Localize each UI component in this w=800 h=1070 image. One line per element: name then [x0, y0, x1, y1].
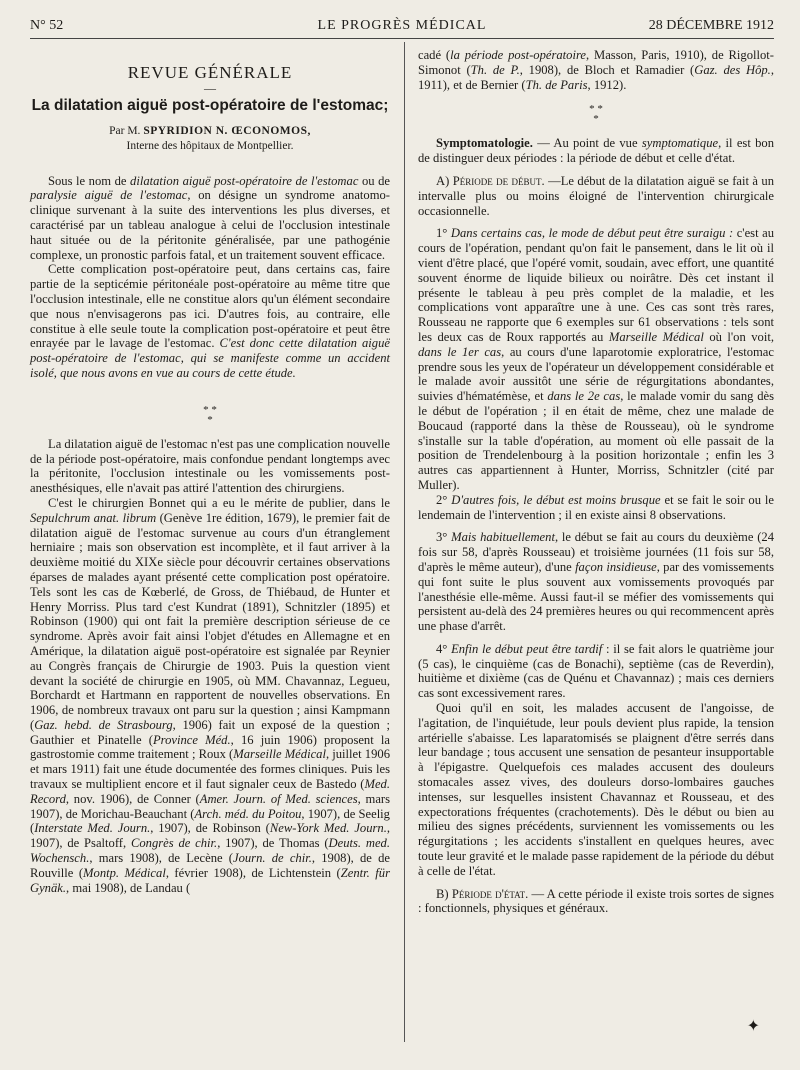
section-dash: —: [204, 80, 216, 95]
history-paragraph: C'est le chirurgien Bonnet qui a eu le mérite de publier, dans le Sepulchrum anat. librum (Genève 1re édition, 1679), le premier fait de dilatation aiguë de l'estomac survenue au cours d'un étranglement herniaire ; mais son observation est incomplète, et il faut arriver à la deuxième moitié du XIXe siècle pour découvrir certaines observations éparses de malades ayant présenté cette complication post opératoire. Tels sont les cas de Kœberlé, de Gross, de Thiébaud, de Hunter et Henry Morriss. Plus tard c'est Kundrat (1891), Schnitzler (1895) et Robinson (1900) qui ont fait la première description sérieuse de ce syndrome. Après avoir fait ainsi l'objet d'études en Allemagne et en Amérique, la dilatation aiguë post-opératoire est signalée par Reynier au Congrès français de Chirurgie de 1903. Puis la question vient devant la société de chirurgie en 1905, où MM. Chavannaz, Legueu, Borchardt et Hartmann en rapportent de nouvelles observations. En 1906, de nombreux travaux ont paru sur la question ; ainsi Kampmann (Gaz. hebd. de Strasbourg, 1906) fait un exposé de la question ; Gauthier et Pinatelle (Province Méd., 16 juin 1906) proposent la gastrostomie comme traitement ; Roux (Marseille Médical, juillet 1906 et mars 1911) fait une étude documentée des formes cliniques. Puis les travaux se multiplient encore et il faut signaler ceux de Bastedo (Med. Record, nov. 1906), de Conner (Amer. Journ. of Med. sciences, mars 1907), de Morichau-Beauchant (Arch. méd. du Poitou, 1907), de Seelig (Interstate Med. Journ., 1907), de Robinson (New-York Med. Journ., 1907), de Psaltoff, Congrès de chir., 1907), de Thomas (Deuts. med. Wochensch., mars 1908), de Lecène (Journ. de chir., 1908), de de Rouville (Montp. Médical, février 1908), de Lichtenstein (Zentr. für Gynäk., mai 1908), de Landau (: [30, 495, 391, 895]
onset-habitual-paragraph: 3° Mais habituellement, le début se fait au cours du deuxième (24 fois sur 58, d'après Rousseau) et troisième journées (11 fois sur 58, d'après le même auteur), d'une façon insidieuse, par des vomissements qui font suite le plus souvent aux vomissements provoqués par l'anesthésie elle-même. Aussi faut-il se méfier des vomissements qui persistent au-delà des 24 premières heures ou qui recommencent après une phase d'arrêt.: [418, 530, 775, 634]
symptomatology-heading: Symptomatologie. — Au point de vue symptomatique, il est bon de distinguer deux périodes : la période de début et celle d'état.: [418, 136, 774, 166]
section-stars: * * *: [203, 403, 217, 426]
state-period-paragraph: B) Période d'état. — A cette période il existe trois sortes de signes : fonctionnels, physiques et généraux.: [418, 886, 774, 916]
intro-paragraph: Sous le nom de dilatation aiguë post-opératoire de l'estomac ou de paralysie aiguë de l'estomac, on désigne un syndrome anatomo-clinique survenant à la suite des interventions les plus diverses, et caractérisé par un tableau analogue à celui de l'occlusion intestinale haut située ou de la péritonite généralisée, par une pathogénie complexe, un pronostic parfois fatal, et un traitement souvent efficace.: [30, 173, 390, 262]
header-rule: [30, 38, 774, 39]
complication-paragraph: Cette complication post-opératoire peut, dans certains cas, faire partie de la septicémie péritonéale post-opératoire au même titre que l'occlusion intestinale, elle ne constitue alors qu'un élément secondaire que nous n'envisagerons pas ici. D'autres fois, au contraire, elle constitue à elle seule toute la complication post-opératoire et peut être enrayée par le lavage de l'estomac. C'est donc cette dilatation aiguë post-opératoire de l'estomac, qui se manifeste comme un accident isolé, que nous avons en vue au cours de cette étude.: [30, 262, 390, 380]
history-intro-paragraph: La dilatation aiguë de l'estomac n'est pas une complication nouvelle de la période post-opératoire, mais confondue pendant longtemps avec la péritonite, l'occlusion intestinale ou les vomissements post-anesthésiques, elle n'avait pas attiré l'attention des chirurgiens.: [30, 436, 391, 496]
left-column: [30, 46, 390, 895]
references-continuation: cadé (la période post-opératoire, Masson, Paris, 1910), de Rigollot-Simonot (Th. de P., 1908), de Bloch et Ramadier (Gaz. des Hôp., 1911), et de Bernier (Th. de Paris, 1912).: [418, 48, 774, 92]
right-column: [418, 48, 774, 916]
author-role: Interne des hôpitaux de Montpellier.: [126, 139, 294, 152]
section-stars-right: * * *: [589, 103, 603, 126]
journal-title: LE PROGRÈS MÉDICAL: [317, 18, 487, 33]
issue-date: 28 DÉCEMBRE 1912: [648, 18, 774, 33]
author-by: Par M.: [109, 124, 141, 137]
fleuron-ornament: ✦: [746, 1018, 760, 1035]
section-title: REVUE GÉNÉRALE: [127, 63, 293, 82]
onset-suraigu-paragraph: 1° Dans certains cas, le mode de début peut être suraigu : c'est au cours de l'opération, pendant qu'on fait le pansement, dans le lit où il vient d'être placé, que l'opéré vomit, soudain, avec effort, une quantité souvent énorme de liquide bilieux ou noirâtre. Dès cet instant il présente le tableau à peu près complet de la maladie, et les complications vont apparaître une à une. Ces cas sont très rares, Rousseau ne rapporte que 6 exemples sur 61 observations : tels sont les deux cas de Roux rapportés au Marseille Médical où l'on voit, dans le 1er cas, au cours d'une laparotomie exploratrice, l'estomac prendre sous les yeux de l'opérateur un développement considérable et le malade avoir aussitôt une série de régurgitations abondantes, suivies d'hématémèse, et dans le 2e cas, le malade vomir du sang dès le début de l'opération ; il en était de même, chez une malade de Boucaud (rapporté dans la thèse de Rousseau), où le syndrome s'installe sur la table d'opération, au moment où elle passait de la position de Trendelenbourg à la position horizontale ; enfin les 3 autres cas appartiennent à Hunter, Morriss, Schnitzler (cité par Muller).: [418, 226, 774, 492]
general-signs-paragraph: Quoi qu'il en soit, les malades accusent de l'angoisse, de l'agitation, de l'inquiétude, leur pouls devient plus rapide, la tension artérielle s'abaisse. Les laparatomisés se plaignent d'être serrés dans leur bandage ; tous accusent une sensation de pesanteur insupportable à l'épigastre. Quelquefois ces malades accusent des douleurs stomacales assez vives, des douleurs dorso-lombaires gauches intenses, sur lesquelles insistent Chavannaz et Rousseau, et des expectorations fréquentes (crachotements). Dès le début ou bien au milieu des signes précédents, surviennent les vomissements ou les régurgitations ; les accidents s'installent en quelques heures, avec toute leur gravité et le malade passe rapidement de la période du début à celle de l'état.: [418, 701, 774, 878]
onset-period-paragraph: A) Période de début. —Le début de la dilatation aiguë se fait à un intervalle plus ou moins éloigné de l'intervention chirurgicale occasionnelle.: [418, 173, 774, 218]
author-name: SPYRIDION N. ŒCONOMOS,: [143, 124, 311, 137]
page-number: N° 52: [30, 18, 64, 33]
author-block: [30, 124, 390, 154]
column-divider: [404, 42, 405, 1042]
onset-less-brusque-paragraph: 2° D'autres fois, le début est moins brusque et se fait le soir ou le lendemain de l'intervention ; il en existe ainsi 8 observations.: [418, 492, 775, 522]
running-header: [30, 16, 774, 38]
onset-late-paragraph: 4° Enfin le début peut être tardif : il se fait alors le quatrième jour (5 cas), le cinquième (cas de Bonachi), septième (cas de Reverdin), huitième et dixième (cas de Quénu et Chavannaz) ; mais ces derniers cas sont excessivement rares.: [418, 641, 775, 701]
article-title: La dilatation aiguë post-opératoire de l'estomac;: [31, 96, 389, 114]
